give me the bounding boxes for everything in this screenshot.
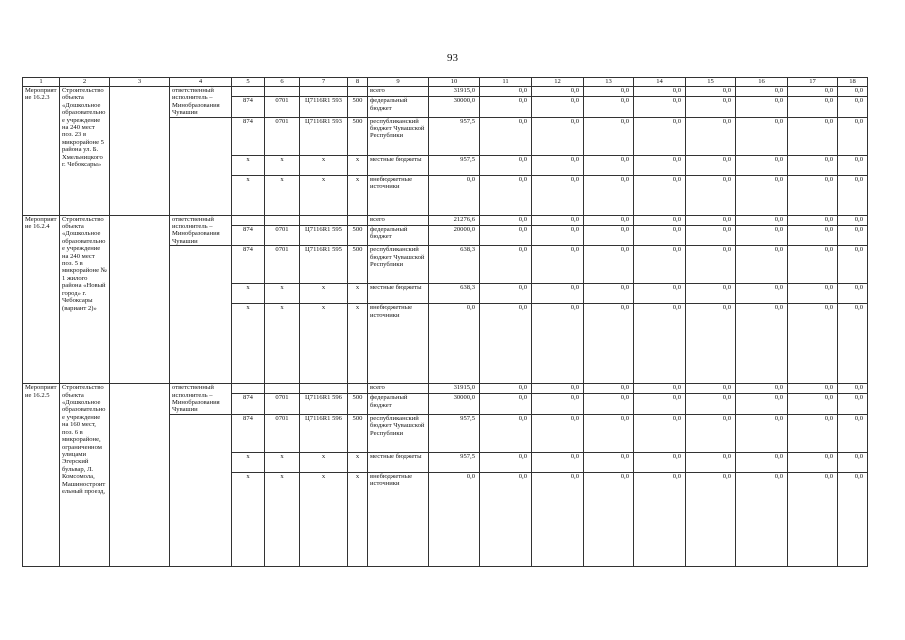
expense-type-cell: x (348, 472, 368, 566)
executor-cell: ответственный исполнитель – Минобразования Чувашии (170, 215, 232, 246)
year-amount-cell: 0,0 (532, 225, 584, 245)
funding-source-cell: местные бюджеты (368, 284, 429, 304)
year-amount-cell: 0,0 (788, 394, 838, 414)
year-amount-cell: 0,0 (634, 472, 686, 566)
year-amount-cell: 0,0 (838, 472, 868, 566)
description-cell: Строительство объекта «Дошкольное образовательное учреждение на 240 мест поз. 23 в микрорайоне 5 района ул. Б. Хмельницкого г. Чебоксары» (60, 87, 110, 216)
column-number: 16 (736, 78, 788, 87)
column-number-row (23, 78, 868, 87)
year-amount-cell: 0,0 (736, 175, 788, 215)
admin-code-cell (232, 87, 265, 97)
table-row (23, 384, 868, 394)
executor-empty-cell (170, 117, 232, 215)
year-amount-cell: 0,0 (788, 284, 838, 304)
year-amount-cell: 0,0 (532, 155, 584, 175)
year-amount-cell: 0,0 (736, 304, 788, 384)
year-amount-cell: 0,0 (838, 87, 868, 97)
target-article-cell: x (300, 472, 348, 566)
year-amount-cell: 0,0 (480, 225, 532, 245)
column-number: 9 (368, 78, 429, 87)
year-amount-cell: 0,0 (584, 175, 634, 215)
column-number: 1 (23, 78, 60, 87)
admin-code-cell: x (232, 472, 265, 566)
col3-cell (110, 87, 170, 216)
year-amount-cell: 0,0 (838, 155, 868, 175)
year-amount-cell: 0,0 (480, 87, 532, 97)
year-amount-cell: 0,0 (480, 284, 532, 304)
year-amount-cell: 0,0 (736, 225, 788, 245)
funding-source-cell: внебюджетные источники (368, 472, 429, 566)
expense-type-cell: x (348, 175, 368, 215)
target-article-cell: x (300, 284, 348, 304)
column-number: 3 (110, 78, 170, 87)
admin-code-cell: 874 (232, 394, 265, 414)
year-amount-cell: 0,0 (788, 246, 838, 284)
target-article-cell: x (300, 452, 348, 472)
column-number: 2 (60, 78, 110, 87)
year-amount-cell: 0,0 (634, 452, 686, 472)
expense-type-cell: 500 (348, 246, 368, 284)
event-cell: Мероприятие 16.2.3 (23, 87, 60, 216)
year-amount-cell: 0,0 (838, 175, 868, 215)
target-article-cell: Ц7116R1 595 (300, 225, 348, 245)
year-amount-cell: 0,0 (788, 155, 838, 175)
description-cell: Строительство объекта «Дошкольное образовательное учреждение на 160 мест, поз. 6 в микрорайоне, ограниченном улицами Эгерский бульвар, Л. Комсомола, Машиностроительный проезд, (60, 384, 110, 567)
funding-source-cell: республиканский бюджет Чувашской Республики (368, 117, 429, 155)
year-amount-cell: 0,0 (584, 225, 634, 245)
target-article-cell (300, 384, 348, 394)
year-amount-cell: 0,0 (634, 284, 686, 304)
col3-cell (110, 384, 170, 567)
year-amount-cell: 0,0 (838, 384, 868, 394)
column-number: 12 (532, 78, 584, 87)
section-code-cell: 0701 (265, 246, 300, 284)
funding-source-cell: внебюджетные источники (368, 304, 429, 384)
year-amount-cell: 0,0 (686, 452, 736, 472)
total-amount-cell: 957,5 (429, 155, 480, 175)
funding-source-cell: всего (368, 215, 429, 225)
year-amount-cell: 0,0 (736, 246, 788, 284)
year-amount-cell: 0,0 (634, 175, 686, 215)
year-amount-cell: 0,0 (480, 246, 532, 284)
year-amount-cell: 0,0 (480, 394, 532, 414)
column-number: 17 (788, 78, 838, 87)
year-amount-cell: 0,0 (736, 414, 788, 452)
year-amount-cell: 0,0 (634, 97, 686, 117)
expense-type-cell: x (348, 452, 368, 472)
year-amount-cell: 0,0 (532, 246, 584, 284)
event-cell: Мероприятие 16.2.4 (23, 215, 60, 384)
expense-type-cell (348, 384, 368, 394)
year-amount-cell: 0,0 (686, 472, 736, 566)
expense-type-cell: 500 (348, 394, 368, 414)
funding-source-cell: федеральный бюджет (368, 394, 429, 414)
admin-code-cell: 874 (232, 246, 265, 284)
target-article-cell: Ц7116R1 596 (300, 394, 348, 414)
expense-type-cell: x (348, 304, 368, 384)
funding-source-cell: местные бюджеты (368, 155, 429, 175)
year-amount-cell: 0,0 (838, 304, 868, 384)
year-amount-cell: 0,0 (584, 246, 634, 284)
expense-type-cell (348, 215, 368, 225)
executor-empty-cell (170, 414, 232, 566)
year-amount-cell: 0,0 (686, 175, 736, 215)
admin-code-cell: x (232, 284, 265, 304)
year-amount-cell: 0,0 (838, 394, 868, 414)
total-amount-cell: 0,0 (429, 175, 480, 215)
year-amount-cell: 0,0 (634, 384, 686, 394)
funding-source-cell: внебюджетные источники (368, 175, 429, 215)
year-amount-cell: 0,0 (584, 414, 634, 452)
section-code-cell: x (265, 284, 300, 304)
year-amount-cell: 0,0 (838, 414, 868, 452)
total-amount-cell: 30000,0 (429, 394, 480, 414)
target-article-cell (300, 215, 348, 225)
year-amount-cell: 0,0 (838, 97, 868, 117)
year-amount-cell: 0,0 (686, 97, 736, 117)
admin-code-cell: 874 (232, 225, 265, 245)
year-amount-cell: 0,0 (634, 246, 686, 284)
funding-source-cell: федеральный бюджет (368, 97, 429, 117)
executor-cell: ответственный исполнитель – Минобразования Чувашии (170, 384, 232, 415)
year-amount-cell: 0,0 (736, 97, 788, 117)
section-code-cell: x (265, 304, 300, 384)
year-amount-cell: 0,0 (480, 472, 532, 566)
year-amount-cell: 0,0 (686, 225, 736, 245)
year-amount-cell: 0,0 (634, 304, 686, 384)
year-amount-cell: 0,0 (532, 117, 584, 155)
year-amount-cell: 0,0 (584, 384, 634, 394)
executor-empty-cell (170, 246, 232, 384)
target-article-cell: Ц7116R1 595 (300, 246, 348, 284)
year-amount-cell: 0,0 (686, 87, 736, 97)
section-code-cell: x (265, 472, 300, 566)
column-number: 4 (170, 78, 232, 87)
event-cell: Мероприятие 16.2.5 (23, 384, 60, 567)
funding-source-cell: всего (368, 384, 429, 394)
year-amount-cell: 0,0 (686, 304, 736, 384)
year-amount-cell: 0,0 (480, 97, 532, 117)
year-amount-cell: 0,0 (634, 225, 686, 245)
column-number: 10 (429, 78, 480, 87)
expense-type-cell: 500 (348, 97, 368, 117)
section-code-cell: 0701 (265, 225, 300, 245)
column-number: 13 (584, 78, 634, 87)
year-amount-cell: 0,0 (480, 155, 532, 175)
year-amount-cell: 0,0 (686, 384, 736, 394)
year-amount-cell: 0,0 (532, 284, 584, 304)
year-amount-cell: 0,0 (584, 304, 634, 384)
admin-code-cell: 874 (232, 414, 265, 452)
section-code-cell: 0701 (265, 117, 300, 155)
section-code-cell: x (265, 452, 300, 472)
year-amount-cell: 0,0 (584, 97, 634, 117)
admin-code-cell: x (232, 155, 265, 175)
expense-type-cell: 500 (348, 414, 368, 452)
section-code-cell: 0701 (265, 414, 300, 452)
admin-code-cell (232, 384, 265, 394)
section-code-cell (265, 384, 300, 394)
section-code-cell: 0701 (265, 97, 300, 117)
year-amount-cell: 0,0 (686, 117, 736, 155)
admin-code-cell: x (232, 452, 265, 472)
year-amount-cell: 0,0 (480, 304, 532, 384)
year-amount-cell: 0,0 (838, 246, 868, 284)
section-code-cell: 0701 (265, 394, 300, 414)
executor-cell: ответственный исполнитель – Минобразования Чувашии (170, 87, 232, 118)
column-number: 5 (232, 78, 265, 87)
admin-code-cell: x (232, 175, 265, 215)
year-amount-cell: 0,0 (634, 155, 686, 175)
section-code-cell: x (265, 155, 300, 175)
year-amount-cell: 0,0 (788, 97, 838, 117)
year-amount-cell: 0,0 (634, 394, 686, 414)
column-number: 7 (300, 78, 348, 87)
total-amount-cell: 21276,6 (429, 215, 480, 225)
year-amount-cell: 0,0 (736, 384, 788, 394)
year-amount-cell: 0,0 (584, 284, 634, 304)
section-code-cell (265, 87, 300, 97)
column-number: 11 (480, 78, 532, 87)
year-amount-cell: 0,0 (788, 87, 838, 97)
col3-cell (110, 215, 170, 384)
year-amount-cell: 0,0 (788, 472, 838, 566)
year-amount-cell: 0,0 (584, 155, 634, 175)
target-article-cell: Ц7116R1 596 (300, 414, 348, 452)
year-amount-cell: 0,0 (736, 117, 788, 155)
expense-type-cell: x (348, 155, 368, 175)
year-amount-cell: 0,0 (532, 414, 584, 452)
funding-source-cell: всего (368, 87, 429, 97)
column-number: 14 (634, 78, 686, 87)
year-amount-cell: 0,0 (788, 117, 838, 155)
year-amount-cell: 0,0 (838, 225, 868, 245)
year-amount-cell: 0,0 (838, 284, 868, 304)
year-amount-cell: 0,0 (838, 452, 868, 472)
total-amount-cell: 31915,0 (429, 384, 480, 394)
year-amount-cell: 0,0 (584, 117, 634, 155)
section-code-cell (265, 215, 300, 225)
year-amount-cell: 0,0 (532, 175, 584, 215)
year-amount-cell: 0,0 (736, 452, 788, 472)
funding-source-cell: республиканский бюджет Чувашской Республики (368, 246, 429, 284)
description-cell: Строительство объекта «Дошкольное образовательное учреждение на 240 мест поз. 5 в микрорайоне № 1 жилого района «Новый город» г. Чебоксары (вариант 2)» (60, 215, 110, 384)
funding-table (22, 77, 868, 567)
year-amount-cell: 0,0 (480, 215, 532, 225)
year-amount-cell: 0,0 (480, 452, 532, 472)
funding-source-cell: местные бюджеты (368, 452, 429, 472)
target-article-cell: x (300, 304, 348, 384)
page-number: 93 (447, 52, 458, 64)
table-row (23, 87, 868, 97)
year-amount-cell: 0,0 (736, 472, 788, 566)
funding-source-cell: федеральный бюджет (368, 225, 429, 245)
year-amount-cell: 0,0 (686, 155, 736, 175)
total-amount-cell: 31915,0 (429, 87, 480, 97)
year-amount-cell: 0,0 (838, 215, 868, 225)
year-amount-cell: 0,0 (634, 215, 686, 225)
year-amount-cell: 0,0 (788, 452, 838, 472)
total-amount-cell: 30000,0 (429, 97, 480, 117)
expense-type-cell (348, 87, 368, 97)
year-amount-cell: 0,0 (480, 117, 532, 155)
year-amount-cell: 0,0 (788, 414, 838, 452)
total-amount-cell: 957,5 (429, 117, 480, 155)
year-amount-cell: 0,0 (788, 215, 838, 225)
target-article-cell: Ц7116R1 593 (300, 97, 348, 117)
year-amount-cell: 0,0 (686, 246, 736, 284)
year-amount-cell: 0,0 (480, 414, 532, 452)
funding-source-cell: республиканский бюджет Чувашской Республики (368, 414, 429, 452)
year-amount-cell: 0,0 (532, 472, 584, 566)
year-amount-cell: 0,0 (686, 414, 736, 452)
year-amount-cell: 0,0 (532, 384, 584, 394)
year-amount-cell: 0,0 (686, 394, 736, 414)
year-amount-cell: 0,0 (584, 87, 634, 97)
year-amount-cell: 0,0 (584, 215, 634, 225)
year-amount-cell: 0,0 (532, 394, 584, 414)
column-number: 15 (686, 78, 736, 87)
column-number: 18 (838, 78, 868, 87)
target-article-cell: x (300, 155, 348, 175)
column-number: 8 (348, 78, 368, 87)
year-amount-cell: 0,0 (736, 215, 788, 225)
total-amount-cell: 638,3 (429, 284, 480, 304)
target-article-cell: x (300, 175, 348, 215)
target-article-cell (300, 87, 348, 97)
expense-type-cell: x (348, 284, 368, 304)
year-amount-cell: 0,0 (788, 175, 838, 215)
expense-type-cell: 500 (348, 117, 368, 155)
year-amount-cell: 0,0 (532, 215, 584, 225)
year-amount-cell: 0,0 (788, 384, 838, 394)
year-amount-cell: 0,0 (532, 87, 584, 97)
year-amount-cell: 0,0 (788, 304, 838, 384)
admin-code-cell: x (232, 304, 265, 384)
year-amount-cell: 0,0 (532, 97, 584, 117)
admin-code-cell (232, 215, 265, 225)
year-amount-cell: 0,0 (686, 215, 736, 225)
total-amount-cell: 638,3 (429, 246, 480, 284)
expense-type-cell: 500 (348, 225, 368, 245)
year-amount-cell: 0,0 (736, 394, 788, 414)
year-amount-cell: 0,0 (736, 155, 788, 175)
table-row (23, 215, 868, 225)
total-amount-cell: 20000,0 (429, 225, 480, 245)
year-amount-cell: 0,0 (736, 87, 788, 97)
year-amount-cell: 0,0 (584, 394, 634, 414)
year-amount-cell: 0,0 (686, 284, 736, 304)
year-amount-cell: 0,0 (480, 175, 532, 215)
year-amount-cell: 0,0 (838, 117, 868, 155)
year-amount-cell: 0,0 (532, 452, 584, 472)
year-amount-cell: 0,0 (634, 117, 686, 155)
total-amount-cell: 0,0 (429, 304, 480, 384)
total-amount-cell: 957,5 (429, 452, 480, 472)
year-amount-cell: 0,0 (480, 384, 532, 394)
year-amount-cell: 0,0 (634, 87, 686, 97)
total-amount-cell: 957,5 (429, 414, 480, 452)
target-article-cell: Ц7116R1 593 (300, 117, 348, 155)
year-amount-cell: 0,0 (736, 284, 788, 304)
year-amount-cell: 0,0 (788, 225, 838, 245)
year-amount-cell: 0,0 (584, 452, 634, 472)
admin-code-cell: 874 (232, 117, 265, 155)
total-amount-cell: 0,0 (429, 472, 480, 566)
year-amount-cell: 0,0 (532, 304, 584, 384)
year-amount-cell: 0,0 (584, 472, 634, 566)
year-amount-cell: 0,0 (634, 414, 686, 452)
admin-code-cell: 874 (232, 97, 265, 117)
section-code-cell: x (265, 175, 300, 215)
column-number: 6 (265, 78, 300, 87)
